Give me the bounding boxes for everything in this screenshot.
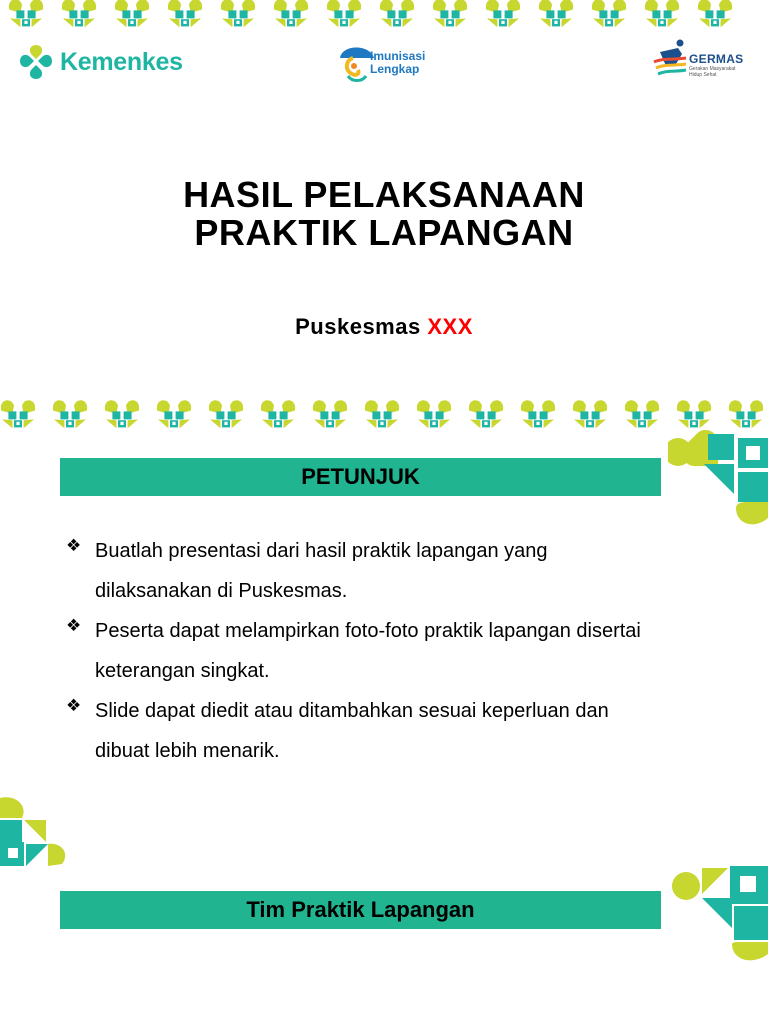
- pattern-motif: [417, 400, 451, 428]
- pattern-motif: [168, 0, 202, 27]
- team-heading: Tim Praktik Lapangan: [246, 897, 475, 922]
- pattern-motif: [729, 400, 763, 428]
- pattern-motif: [105, 400, 139, 428]
- page-title: [0, 176, 768, 252]
- kemenkes-logo: [18, 40, 188, 84]
- pattern-motif: [698, 0, 732, 27]
- instruction-line: Peserta dapat melampirkan foto-foto praktik lapangan disertai: [95, 620, 641, 642]
- kemenkes-wordmark: Kemenkes: [60, 47, 183, 76]
- pattern-motif: [645, 0, 679, 27]
- decorative-motif-right-lower: [672, 864, 768, 964]
- pattern-motif: [327, 0, 361, 27]
- pattern-motif: [592, 0, 626, 27]
- imunisasi-lengkap-logo: [336, 36, 432, 88]
- diamond-bullet-icon: ❖: [66, 536, 82, 555]
- decorative-motif-left: [0, 796, 70, 866]
- pattern-motif: [573, 400, 607, 428]
- pattern-motif: [53, 400, 87, 428]
- petunjuk-heading: PETUNJUK: [301, 464, 420, 489]
- instruction-item: [64, 531, 724, 611]
- pattern-motif: [539, 0, 573, 27]
- team-heading-bar: [60, 891, 661, 929]
- pattern-motif: [209, 400, 243, 428]
- decorative-motif-right-upper: [668, 430, 768, 530]
- petunjuk-heading-bar: [60, 458, 661, 496]
- pattern-motif: [9, 0, 43, 27]
- diamond-bullet-icon: ❖: [66, 696, 82, 715]
- pattern-motif: [261, 400, 295, 428]
- germas-figure-icon: [652, 38, 690, 84]
- pattern-motif: [221, 0, 255, 27]
- pattern-motif: [62, 0, 96, 27]
- instruction-list: [64, 531, 724, 771]
- pattern-motif: [469, 400, 503, 428]
- pattern-motif: [380, 0, 414, 27]
- pattern-motif: [486, 0, 520, 27]
- instruction-item: [64, 691, 724, 771]
- pattern-motif: [115, 0, 149, 27]
- kemenkes-mark-icon: [18, 43, 54, 81]
- title-line-2: PRAKTIK LAPANGAN: [194, 212, 574, 253]
- instruction-line: dilaksanakan di Puskesmas.: [95, 580, 348, 602]
- imunisasi-line2: Lengkap: [370, 62, 420, 76]
- germas-wordmark: GERMAS: [689, 52, 744, 66]
- title-line-1: HASIL PELAKSANAAN: [183, 174, 585, 215]
- imunisasi-wordmark: [370, 50, 425, 76]
- germas-logo: [652, 38, 752, 84]
- pattern-motif: [313, 400, 347, 428]
- instruction-line: dibuat lebih menarik.: [95, 740, 280, 762]
- instruction-item: [64, 611, 724, 691]
- middle-pattern-strip: [0, 400, 768, 434]
- subtitle-placeholder: XXX: [427, 314, 473, 339]
- pattern-motif: [157, 400, 191, 428]
- instruction-line: keterangan singkat.: [95, 660, 270, 682]
- pattern-motif: [365, 400, 399, 428]
- diamond-bullet-icon: ❖: [66, 616, 82, 635]
- pattern-motif: [677, 400, 711, 428]
- subtitle: [0, 314, 768, 340]
- pattern-motif: [274, 0, 308, 27]
- germas-tagline: Gerakan Masyarakat Hidup Sehat: [689, 66, 736, 78]
- pattern-motif: [433, 0, 467, 27]
- instruction-line: Slide dapat diedit atau ditambahkan sesuai keperluan dan: [95, 700, 609, 722]
- pattern-motif: [625, 400, 659, 428]
- top-pattern-strip: [0, 0, 768, 32]
- pattern-motif: [521, 400, 555, 428]
- imunisasi-line1: Imunisasi: [370, 49, 426, 63]
- instruction-line: Buatlah presentasi dari hasil praktik lapangan yang: [95, 540, 548, 562]
- subtitle-label: Puskesmas: [295, 314, 421, 339]
- pattern-motif: [1, 400, 35, 428]
